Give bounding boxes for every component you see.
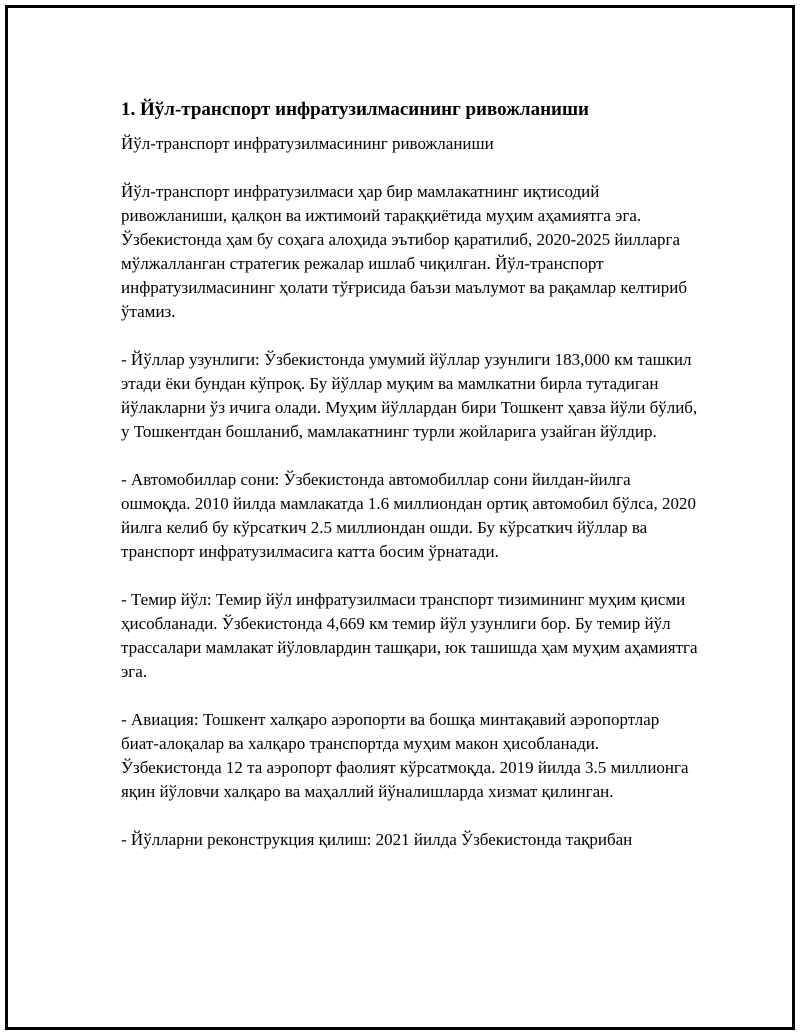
paragraph-cars: - Автомобиллар сони: Ўзбекистонда автомобиллар сони йилдан-йилга ошмоқда. 2010 йилда мамлакатда 1.6 миллиондан ортиқ автомобил бўлса, 2020 йилга келиб бу кўрсаткич 2.5 миллиондан ошди. Бу кўрсаткич йўллар ва транспорт инфратузилмасига катта босим ўрнатади.	[121, 470, 696, 561]
paragraph-aviation: - Авиация: Тошкент халқаро аэропорти ва бошқа минтақавий аэропортлар биат-алоқалар ва халқаро транспортда муҳим макон ҳисобланади. Ўзбекистонда 12 та аэропорт фаолият кўрсатмоқда. 2019 йилда 3.5 миллионга яқин йўловчи халқаро ва маҳаллий йўналишларда хизмат қилинган.	[121, 710, 689, 801]
section-subtitle: Йўл-транспорт инфратузилмасининг ривожланиши	[121, 134, 494, 153]
paragraph-reconstruction: - Йўлларни реконструкция қилиш: 2021 йилда Ўзбекистонда тақрибан	[121, 830, 633, 849]
section-heading: 1. Йўл-транспорт инфратузилмасининг ривожланиши	[121, 99, 589, 120]
paragraph-railway: - Темир йўл: Темир йўл инфратузилмаси транспорт тизимининг муҳим қисми ҳисобланади. Ўзбекистонда 4,669 км темир йўл узунлиги бор. Бу темир йўл трассалари мамлакат йўловлардин ташқари, юк ташишда ҳам муҳим аҳамиятга эга.	[121, 590, 698, 681]
paragraph-roads: - Йўллар узунлиги: Ўзбекистонда умумий йўллар узунлиги 183,000 км ташкил этади ёки бундан кўпроқ. Бу йўллар муқим ва мамлкатни бирла тутадиган йўлакларни ўз ичига олади. Муҳим йўллардан бири Тошкент ҳавза йўли бўлиб, у Тошкентдан бошланиб, мамлакатнинг турли жойларига узайган йўлдир.	[121, 350, 698, 441]
paragraph-intro: Йўл-транспорт инфратузилмаси ҳар бир мамлакатнинг иқтисодий ривожланиши, қалқон ва ижтимоий тараққиётида муҳим аҳамиятга эга. Ўзбекистонда ҳам бу соҳага алоҳида эътибор қаратилиб, 2020-2025 йилларга мўлжалланган стратегик режалар ишлаб чиқилган. Йўл-транспорт инфратузилмасининг ҳолати тўғрисида баъзи маълумот ва рақамлар келтириб ўтамиз.	[121, 182, 688, 321]
document-body	[121, 98, 701, 876]
page-frame	[5, 5, 795, 1030]
